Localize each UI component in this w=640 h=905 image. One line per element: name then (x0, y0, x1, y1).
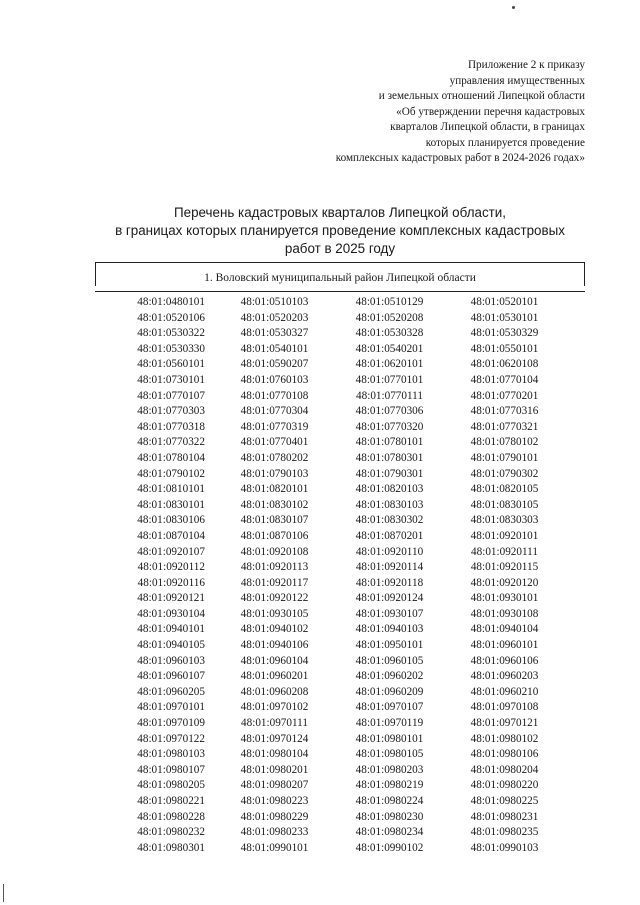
cadastral-number-cell: 48:01:0830302 (355, 514, 424, 527)
cadastral-number-cell: 48:01:0960106 (470, 654, 539, 667)
cadastral-number-cell: 48:01:0770319 (240, 420, 309, 433)
cadastral-number-cell: 48:01:0970101 (137, 701, 205, 714)
cadastral-number-cell: 48:01:0820103 (355, 483, 424, 496)
cadastral-number-cell: 48:01:0980107 (137, 763, 205, 776)
cadastral-number-cell: 48:01:0940105 (137, 639, 205, 652)
table-row (95, 545, 585, 561)
cadastral-number-cell: 48:01:0920115 (470, 561, 539, 574)
cadastral-number-cell: 48:01:0990101 (240, 841, 309, 854)
cadastral-number-cell: 48:01:0980219 (355, 779, 424, 792)
cadastral-number-cell: 48:01:0970109 (137, 717, 205, 730)
cadastral-number-cell: 48:01:0780202 (240, 451, 309, 464)
appendix-line: Приложение 2 к приказу (467, 59, 585, 71)
cadastral-number-cell: 48:01:0980205 (137, 779, 205, 792)
title-line: в границах которых планируется проведение комплексных кадастровых (115, 223, 565, 238)
cadastral-number-cell: 48:01:0770401 (240, 436, 309, 449)
cadastral-number-cell: 48:01:0950101 (355, 639, 424, 652)
table-row (95, 467, 585, 483)
cadastral-number-cell: 48:01:0980225 (470, 795, 539, 807)
cadastral-number-cell: 48:01:0960208 (240, 685, 309, 698)
table-top-border (95, 262, 585, 267)
table-row (95, 389, 585, 405)
cadastral-number-cell: 48:01:0530327 (240, 327, 309, 340)
cadastral-number-cell: 48:01:0870104 (137, 529, 205, 542)
cadastral-number-cell: 48:01:0920111 (471, 545, 538, 558)
cadastral-number-cell: 48:01:0790102 (137, 467, 205, 480)
table-row (95, 326, 585, 342)
cadastral-number-cell: 48:01:0830106 (137, 514, 205, 527)
table-row (95, 622, 585, 638)
cadastral-number-cell: 48:01:0510129 (355, 296, 424, 308)
cadastral-number-cell: 48:01:0780301 (355, 451, 424, 464)
cadastral-number-cell: 48:01:0980223 (240, 795, 309, 807)
cadastral-number-cell: 48:01:0970102 (240, 701, 309, 714)
cadastral-number-cell: 48:01:0930108 (470, 607, 539, 620)
cadastral-number-cell: 48:01:0770320 (355, 420, 424, 433)
scan-edge-mark (3, 884, 4, 902)
cadastral-number-cell: 48:01:0930101 (470, 592, 539, 605)
cadastral-number-cell: 48:01:0960205 (137, 685, 205, 698)
cadastral-number-cell: 48:01:0620101 (355, 358, 424, 371)
table-row (95, 841, 585, 857)
section-header: 1. Воловский муниципальный район Липецкой области (204, 272, 476, 284)
cadastral-number-cell: 48:01:0920122 (240, 592, 309, 605)
cadastral-number-cell: 48:01:0830102 (240, 498, 309, 511)
appendix-line: комплексных кадастровых работ в 2024-2026 годах» (335, 152, 585, 164)
cadastral-number-cell: 48:01:0980231 (470, 810, 539, 823)
table-row (95, 357, 585, 373)
cadastral-number-cell: 48:01:0520203 (240, 311, 309, 324)
table-row (95, 498, 585, 514)
table-row (95, 716, 585, 732)
cadastral-number-cell: 48:01:0530322 (137, 327, 205, 340)
cadastral-number-cell: 48:01:0770316 (470, 405, 539, 418)
cadastral-number-cell: 48:01:0770107 (137, 389, 205, 402)
document-title (95, 204, 585, 258)
cadastral-number-cell: 48:01:0920107 (137, 545, 205, 558)
cadastral-number-cell: 48:01:0920121 (137, 592, 205, 605)
cadastral-number-cell: 48:01:0980220 (470, 779, 539, 792)
table-row (95, 638, 585, 654)
cadastral-number-cell: 48:01:0530330 (137, 342, 205, 355)
cadastral-number-cell: 48:01:0820101 (240, 483, 309, 496)
cadastral-number-cell: 48:01:0960203 (470, 670, 539, 683)
cadastral-number-cell: 48:01:0770322 (137, 436, 205, 449)
table-row (95, 435, 585, 451)
cadastral-number-cell: 48:01:0540101 (240, 342, 309, 355)
cadastral-number-cell: 48:01:0870106 (240, 529, 309, 542)
cadastral-number-cell: 48:01:0980106 (470, 748, 539, 761)
appendix-line: и земельных отношений Липецкой области (378, 90, 585, 102)
header-divider (95, 291, 585, 292)
cadastral-number-cell: 48:01:0920113 (240, 561, 309, 574)
table-row (95, 591, 585, 607)
table-row (95, 482, 585, 498)
cadastral-number-cell: 48:01:0560101 (137, 358, 205, 371)
cadastral-table (95, 262, 585, 854)
cadastral-number-cell: 48:01:0980207 (240, 779, 309, 792)
cadastral-number-cell: 48:01:0960210 (470, 685, 539, 698)
cadastral-number-cell: 48:01:0480101 (137, 296, 205, 308)
cadastral-number-cell: 48:01:0940104 (470, 623, 539, 636)
cadastral-number-cell: 48:01:0980234 (355, 826, 424, 839)
cadastral-number-cell: 48:01:0940101 (137, 623, 205, 636)
table-row (95, 732, 585, 748)
appendix-line: «Об утверждении перечня кадастровых (396, 105, 585, 118)
cadastral-number-cell: 48:01:0960201 (240, 670, 309, 683)
cadastral-number-cell: 48:01:0980235 (470, 826, 539, 839)
cadastral-number-cell: 48:01:0980221 (137, 795, 205, 807)
cadastral-number-cell: 48:01:0920110 (355, 545, 424, 558)
cadastral-number-cell: 48:01:0980201 (240, 763, 309, 776)
cadastral-number-cell: 48:01:0530328 (355, 327, 424, 340)
cadastral-number-cell: 48:01:0980101 (355, 732, 424, 745)
cadastral-number-cell: 48:01:0770306 (355, 405, 424, 418)
table-row (95, 373, 585, 389)
cadastral-number-cell: 48:01:0830101 (137, 498, 205, 511)
table-row (95, 576, 585, 592)
cadastral-number-cell: 48:01:0550101 (470, 342, 539, 355)
cadastral-number-cell: 48:01:0990102 (355, 841, 424, 854)
cadastral-number-cell: 48:01:0810101 (137, 483, 205, 496)
cadastral-number-cell: 48:01:0770304 (240, 405, 309, 418)
cadastral-number-cell: 48:01:0980228 (137, 810, 205, 823)
cadastral-number-cell: 48:01:0920116 (137, 576, 205, 589)
cadastral-number-cell: 48:01:0970124 (240, 732, 309, 745)
table-row (95, 529, 585, 545)
cadastral-number-cell: 48:01:0970107 (355, 701, 424, 714)
cadastral-number-cell: 48:01:0940103 (355, 623, 424, 636)
cadastral-number-cell: 48:01:0780104 (137, 451, 205, 464)
cadastral-number-cell: 48:01:0970122 (137, 732, 205, 745)
cadastral-number-cell: 48:01:0990103 (470, 841, 539, 854)
cadastral-number-cell: 48:01:0960105 (355, 654, 424, 667)
table-row (95, 451, 585, 467)
cadastral-number-cell: 48:01:0830103 (355, 498, 424, 511)
cadastral-number-cell: 48:01:0770201 (470, 389, 539, 402)
cadastral-number-cell: 48:01:0980105 (355, 748, 424, 761)
cadastral-number-cell: 48:01:0930107 (355, 607, 424, 620)
cadastral-number-cell: 48:01:0770321 (470, 420, 539, 433)
table-row (95, 342, 585, 358)
table-row (95, 763, 585, 779)
cadastral-number-cell: 48:01:0520101 (470, 296, 539, 308)
cadastral-number-cell: 48:01:0770101 (355, 373, 424, 386)
table-row (95, 560, 585, 576)
cadastral-number-cell: 48:01:0980301 (137, 841, 205, 854)
cadastral-number-cell: 48:01:0770108 (240, 389, 309, 402)
cadastral-number-cell: 48:01:0530329 (470, 327, 539, 340)
cadastral-number-cell: 48:01:0980224 (355, 795, 424, 807)
cadastral-number-cell: 48:01:0940102 (240, 623, 309, 636)
table-row (95, 295, 585, 311)
cadastral-number-cell: 48:01:0980230 (355, 810, 424, 823)
cadastral-number-cell: 48:01:0920112 (137, 561, 205, 574)
cadastral-number-cell: 48:01:0980204 (470, 763, 539, 776)
cadastral-number-cell: 48:01:0820105 (470, 483, 539, 496)
table-row (95, 513, 585, 529)
table-row (95, 700, 585, 716)
scan-mark-dot (512, 6, 515, 9)
table-row (95, 654, 585, 670)
cadastral-grid (95, 295, 585, 856)
cadastral-number-cell: 48:01:0980104 (240, 748, 309, 761)
cadastral-number-cell: 48:01:0920120 (470, 576, 539, 589)
title-line: Перечень кадастровых кварталов Липецкой области, (174, 205, 506, 220)
cadastral-number-cell: 48:01:0780102 (470, 436, 539, 449)
table-row (95, 685, 585, 701)
table-row (95, 778, 585, 794)
table-row (95, 747, 585, 763)
cadastral-number-cell: 48:01:0520208 (355, 311, 424, 324)
table-row (95, 669, 585, 685)
cadastral-number-cell: 48:01:0530101 (470, 311, 539, 324)
cadastral-number-cell: 48:01:0760103 (240, 373, 309, 386)
table-row (95, 794, 585, 810)
cadastral-number-cell: 48:01:0830303 (470, 514, 539, 527)
cadastral-number-cell: 48:01:0770303 (137, 405, 205, 418)
cadastral-number-cell: 48:01:0920117 (240, 576, 309, 589)
cadastral-number-cell: 48:01:0980232 (137, 826, 205, 839)
cadastral-number-cell: 48:01:0970108 (470, 701, 539, 714)
cadastral-number-cell: 48:01:0970119 (355, 717, 424, 730)
appendix-line: кварталов Липецкой области, в границах (390, 121, 585, 133)
table-row (95, 311, 585, 327)
cadastral-number-cell: 48:01:0790103 (240, 467, 309, 480)
cadastral-number-cell: 48:01:0960107 (137, 670, 205, 683)
cadastral-number-cell: 48:01:0960202 (355, 670, 424, 683)
table-row (95, 825, 585, 841)
cadastral-number-cell: 48:01:0920124 (355, 592, 424, 605)
cadastral-number-cell: 48:01:0830107 (240, 514, 309, 527)
cadastral-number-cell: 48:01:0830105 (470, 498, 539, 511)
cadastral-number-cell: 48:01:0770111 (356, 389, 423, 402)
appendix-block (205, 58, 585, 167)
table-row (95, 420, 585, 436)
cadastral-number-cell: 48:01:0980103 (137, 748, 205, 761)
cadastral-number-cell: 48:01:0790301 (355, 467, 424, 480)
table-row (95, 607, 585, 623)
cadastral-number-cell: 48:01:0960103 (137, 654, 205, 667)
cadastral-number-cell: 48:01:0960101 (470, 639, 539, 652)
cadastral-number-cell: 48:01:0980229 (240, 810, 309, 823)
cadastral-number-cell: 48:01:0930105 (240, 607, 309, 620)
cadastral-number-cell: 48:01:0770318 (137, 420, 205, 433)
cadastral-number-cell: 48:01:0770104 (470, 373, 539, 386)
cadastral-number-cell: 48:01:0970111 (241, 717, 308, 730)
cadastral-number-cell: 48:01:0620108 (470, 358, 539, 371)
cadastral-number-cell: 48:01:0920118 (355, 576, 424, 589)
cadastral-number-cell: 48:01:0870201 (355, 529, 424, 542)
cadastral-number-cell: 48:01:0980233 (240, 826, 309, 839)
cadastral-number-cell: 48:01:0960209 (355, 685, 424, 698)
cadastral-number-cell: 48:01:0790302 (470, 467, 539, 480)
appendix-line: управления имущественных (449, 74, 585, 87)
cadastral-number-cell: 48:01:0790101 (470, 451, 539, 464)
table-row (95, 404, 585, 420)
cadastral-number-cell: 48:01:0730101 (137, 373, 205, 386)
cadastral-number-cell: 48:01:0920101 (470, 529, 539, 542)
cadastral-number-cell: 48:01:0930104 (137, 607, 205, 620)
cadastral-number-cell: 48:01:0920108 (240, 545, 309, 558)
cadastral-number-cell: 48:01:0780101 (355, 436, 424, 449)
cadastral-number-cell: 48:01:0980203 (355, 763, 424, 776)
appendix-line: которых планируется проведение (425, 136, 585, 149)
cadastral-number-cell: 48:01:0590207 (240, 358, 309, 371)
cadastral-number-cell: 48:01:0970121 (470, 717, 539, 730)
cadastral-number-cell: 48:01:0540201 (355, 342, 424, 355)
cadastral-number-cell: 48:01:0510103 (240, 296, 309, 308)
cadastral-number-cell: 48:01:0920114 (355, 561, 424, 574)
cadastral-number-cell: 48:01:0980102 (470, 732, 539, 745)
title-line: работ в 2025 году (284, 241, 396, 256)
cadastral-number-cell: 48:01:0960104 (240, 654, 309, 667)
table-row (95, 810, 585, 826)
cadastral-number-cell: 48:01:0940106 (240, 639, 309, 652)
cadastral-number-cell: 48:01:0520106 (137, 311, 205, 324)
